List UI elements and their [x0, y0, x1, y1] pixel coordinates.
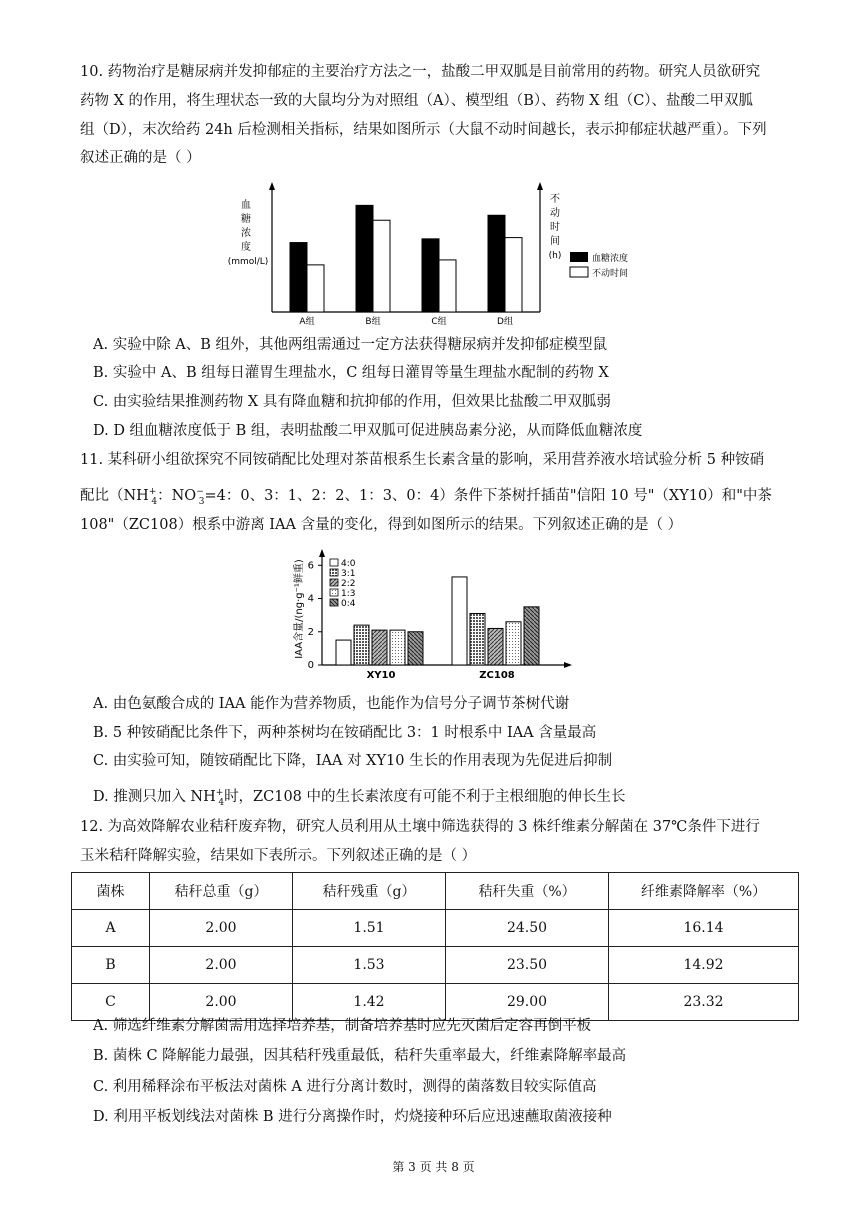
q10-line-4: 叙述正确的是（ ）: [80, 150, 201, 166]
q12-option-d: D. 利用平板划线法对菌株 B 进行分离操作时，灼烧接种环后应迅速蘸取菌液接种: [93, 1109, 612, 1125]
q10-bar-A组-不动时间: [307, 265, 324, 312]
q11-line-1: 11. 某科研小组欲探究不同铵硝配比处理对茶苗根系生长素含量的影响，采用营养液水培试验分析 5 种铵硝: [80, 452, 765, 468]
q11-y-tick-label: 4: [307, 593, 314, 605]
q10-legend-swatch-2: [570, 267, 588, 277]
table-cell: 23.32: [609, 984, 799, 1021]
svg-text:时: 时: [550, 222, 560, 233]
q11-legend-swatch: [330, 599, 338, 606]
q12-option-a: A. 筛选纤维素分解菌需用选择培养基，制备培养基时应先灭菌后定容再倒平板: [93, 1018, 592, 1034]
q11-bar-ZC108-0:4: [524, 607, 539, 665]
svg-text:浓: 浓: [241, 228, 251, 239]
q11-bar-ZC108-1:3: [506, 622, 521, 665]
table-row: [72, 984, 799, 1021]
q11-bar-XY10-3:1: [354, 625, 369, 665]
q12-table: [71, 872, 799, 1021]
q11-option-c: C. 由实验可知，随铵硝配比下降，IAA 对 XY10 生长的作用表现为先促进后抑制: [93, 753, 613, 769]
svg-text:动: 动: [550, 208, 560, 219]
table-cell: 2.00: [150, 947, 293, 984]
table-row: [72, 910, 799, 947]
table-header-cell: 秸秆失重（%）: [446, 873, 609, 910]
table-cell: 24.50: [446, 910, 609, 947]
table-cell: A: [72, 910, 150, 947]
q12-option-c: C. 利用稀释涂布平板法对菌株 A 进行分离计数时，测得的菌落数目较实际值高: [93, 1079, 597, 1095]
q10-legend-label-2: 不动时间: [592, 269, 629, 279]
q11-chart: [290, 545, 580, 685]
table-cell: 23.50: [446, 947, 609, 984]
q11-bar-ZC108-4:0: [452, 577, 467, 665]
q10-option-a: A. 实验中除 A、B 组外，其他两组需通过一定方法获得糖尿病并发抑郁症模型鼠: [93, 337, 608, 353]
q11-legend-label: 4:0: [341, 559, 356, 569]
q11-legend-label: 0:4: [341, 599, 356, 609]
q11-legend-label: 2:2: [341, 579, 356, 589]
q10-bar-D组-血糖浓度: [488, 215, 505, 312]
q10-bar-C组-血糖浓度: [422, 239, 439, 312]
q11-legend-label: 3:1: [341, 569, 356, 579]
table-cell: 16.14: [609, 910, 799, 947]
q10-bar-A组-血糖浓度: [290, 243, 307, 312]
q10-option-d: D. D 组血糖浓度低于 B 组，表明盐酸二甲双胍可促进胰岛素分泌，从而降低血糖浓度: [93, 423, 643, 439]
table-cell: 14.92: [609, 947, 799, 984]
q10-option-c: C. 由实验结果推测药物 X 具有降血糖和抗抑郁的作用，但效果比盐酸二甲双胍弱: [93, 394, 611, 410]
q10-legend-label-1: 血糖浓度: [592, 254, 629, 264]
q11-line-3: 108"（ZC108）根系中游离 IAA 含量的变化，得到如图所示的结果。下列叙述正确的是（ ）: [80, 517, 683, 533]
q10-x-tick-label: D组: [497, 317, 513, 327]
q10-ylabel-right: 不: [550, 194, 560, 205]
table-cell: 2.00: [150, 910, 293, 947]
table-cell: C: [72, 984, 150, 1021]
table-cell: 2.00: [150, 984, 293, 1021]
q10-line-3: 组（D），末次给药 24h 后检测相关指标，结果如图所示（大鼠不动时间越长，表示抑郁症状越严重）。下列: [80, 122, 767, 138]
svg-text:糖: 糖: [241, 214, 251, 225]
table-header-row: [72, 873, 799, 910]
svg-text:度: 度: [241, 242, 251, 253]
q11-y-tick-label: 6: [307, 560, 314, 572]
table-cell: B: [72, 947, 150, 984]
q11-legend-label: 1:3: [341, 589, 356, 599]
q10-x-tick-label: A组: [299, 317, 315, 327]
q10-option-b: B. 实验中 A、B 组每日灌胃生理盐水，C 组每日灌胃等量生理盐水配制的药物 X: [93, 365, 609, 381]
q11-line-2: 配比（$NH^+_4$：$NO^-_3=4$：0、3：1、2：2、1：3、0：4）条件下茶树扦插苗"信阳 10 号"（XY10）和"中茶: [80, 487, 772, 507]
q10-bar-B组-血糖浓度: [356, 205, 373, 312]
q12-option-b: B. 菌株 C 降解能力最强，因其秸秆残重最低，秸秆失重率最大，纤维素降解率最高: [93, 1048, 627, 1064]
table-header-cell: 纤维素降解率（%）: [609, 873, 799, 910]
q11-bar-XY10-2:2: [372, 630, 387, 665]
q11-bar-XY10-1:3: [390, 630, 405, 665]
q11-bar-XY10-4:0: [336, 640, 351, 665]
q11-ylabel: IAA含量/(ng·g⁻¹鲜重): [294, 559, 305, 659]
svg-text:(mmol/L): (mmol/L): [227, 257, 269, 267]
q11-bar-ZC108-2:2: [488, 628, 503, 665]
q11-y-tick-label: 0: [307, 660, 314, 671]
q11-option-d: D. 推测只加入 $NH^+_4$时，ZC108 中的生长素浓度有可能不利于主根细胞的伸长生长: [93, 788, 626, 808]
table-cell: 1.51: [293, 910, 446, 947]
q11-legend-swatch: [330, 589, 338, 596]
q10-chart: [222, 178, 662, 328]
table-header-cell: 秸秆残重（g）: [293, 873, 446, 910]
q10-bar-D组-不动时间: [505, 238, 522, 312]
q11-option-a: A. 由色氨酸合成的 IAA 能作为营养物质，也能作为信号分子调节茶树代谢: [93, 696, 570, 712]
table-cell: 29.00: [446, 984, 609, 1021]
svg-text:(h): (h): [548, 251, 562, 261]
q11-legend-swatch: [330, 569, 338, 576]
q11-legend-swatch: [330, 559, 338, 566]
table-header-cell: 秸秆总重（g）: [150, 873, 293, 910]
q10-bar-C组-不动时间: [439, 260, 456, 312]
q10-ylabel-left-1: 血: [241, 200, 251, 211]
table-cell: 1.42: [293, 984, 446, 1021]
q11-y-tick-label: 2: [307, 626, 314, 638]
q10-x-tick-label: B组: [365, 317, 381, 327]
q11-option-b: B. 5 种铵硝配比条件下，两种茶树均在铵硝配比 3：1 时根系中 IAA 含量最高: [93, 725, 597, 741]
page-footer: 第 3 页 共 8 页: [392, 1160, 475, 1174]
q10-line-1: 10. 药物治疗是糖尿病并发抑郁症的主要治疗方法之一，盐酸二甲双胍是目前常用的药物。研究人员欲研究: [80, 64, 761, 80]
q11-legend-swatch: [330, 579, 338, 586]
q10-bar-B组-不动时间: [373, 220, 390, 312]
q10-x-tick-label: C组: [431, 317, 447, 327]
table-cell: 1.53: [293, 947, 446, 984]
q12-line-1: 12. 为高效降解农业秸秆废弃物，研究人员利用从土壤中筛选获得的 3 株纤维素分解菌在 37℃条件下进行: [80, 819, 760, 835]
q12-line-2: 玉米秸秆降解实验，结果如下表所示。下列叙述正确的是（ ）: [80, 848, 477, 864]
q10-legend-swatch-1: [570, 252, 588, 262]
table-header-cell: 菌株: [72, 873, 150, 910]
q11-x-tick-label: ZC108: [479, 670, 515, 681]
q11-bar-ZC108-3:1: [470, 613, 485, 665]
q10-line-2: 药物 X 的作用，将生理状态一致的大鼠均分为对照组（A）、模型组（B）、药物 X 组（C）、盐酸二甲双胍: [80, 93, 754, 109]
table-row: [72, 947, 799, 984]
q11-x-tick-label: XY10: [366, 670, 396, 681]
svg-text:间: 间: [550, 236, 560, 247]
q11-bar-XY10-0:4: [408, 632, 423, 665]
